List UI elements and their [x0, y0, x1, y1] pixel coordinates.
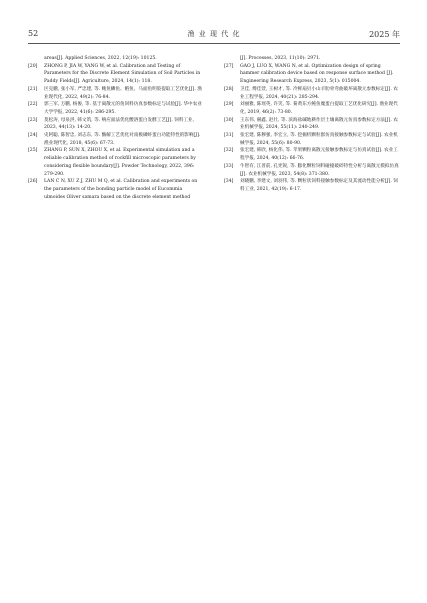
- reference-number: [24]: [28, 133, 38, 139]
- reference-item: [28, 147, 204, 178]
- reference-item: [224, 55, 400, 63]
- reference-text: [J]. Processes, 2023, 11(10): 2971.: [240, 56, 321, 61]
- journal-year: 2025 年: [369, 30, 400, 39]
- reference-number: [34]: [224, 179, 234, 185]
- reference-text: 张宏建, 韩欣, 杨化伟, 等. 苹果颗粒离散元接触参数标定与仿真试验[J]. 农业工程学报, 2024, 40(12): 66-76.: [240, 148, 398, 162]
- reference-item: [28, 178, 204, 201]
- reference-text: 张宏建, 陈穆强, 李宏立, 等. 挖掘机颗粒群仿真接触参数标定与试验[J]. 农业机械学报, 2024, 55(6): 80-90.: [240, 133, 398, 146]
- reference-item: [224, 101, 400, 116]
- reference-item: [224, 86, 400, 101]
- reference-item: [28, 101, 204, 116]
- reference-number: [26]: [28, 179, 38, 185]
- reference-text: areas[J]. Applied Sciences, 2022, 12(19): 10125.: [44, 56, 157, 61]
- reference-text: 区克鹏, 张小军, 严忠建, 等. 鲍鱼鳞鱼、鲢鱼、马面鱼明胶提取工艺优化[J]. 渔业现代化, 2022, 49(2): 76-84.: [44, 86, 202, 100]
- reference-text: 卫佳, 傅佳萱, 王树才, 等. 冷鲜扇贝小山羊肋骨弯曲破坏离散元参数标定[J]. 农业工程学报, 2024, 40(21): 285-294.: [240, 86, 398, 100]
- reference-number: [33]: [224, 163, 234, 169]
- reference-number: [27]: [224, 63, 234, 69]
- reference-item: [224, 178, 400, 193]
- reference-text: 牛智有, 江普前, 孔宪锐, 等. 膨化颗粒饲料碰撞破碎特性分析与离散元模拟仿真[J]. 农业机械学报, 2023, 54(8): 371-380.: [240, 163, 399, 177]
- reference-item: [224, 132, 400, 147]
- reference-text: LAN C N, XU Z J, ZHU M Q, et al. Calibration and experiments on the parameters of the bonding particle model of Eucommia ulmoides Oliver samara based on the discrete element method: [44, 179, 198, 200]
- reference-text: 王东伟, 赫鑫, 赵壮, 等. 滨海盐碱地耕作层土壤离散元仿真参数标定方法[J]. 农业机械学报, 2024, 55(11): 240-249.: [240, 117, 398, 131]
- reference-number: [20]: [28, 63, 38, 69]
- reference-column-right: [224, 55, 400, 194]
- reference-number: [30]: [224, 117, 234, 123]
- header-rule: [28, 43, 400, 44]
- reference-column-left: [28, 55, 204, 201]
- page-header: [28, 27, 400, 43]
- reference-item: [28, 86, 204, 101]
- page-number: 52: [28, 29, 39, 38]
- reference-text: ZHONG P, JIA W, YANG W, et al. Calibration and Testing of Parameters for the Discrete Element Simulation of Soil Particles in Paddy Fields[J]. Agriculture, 2024, 14(1): 118.: [44, 63, 201, 85]
- reference-number: [28]: [224, 86, 234, 92]
- reference-text: 刘晓鹏, 李建文, 刘羽伟, 等. 颗粒状饲料接触参数标定及其流动性能分析[J]. 饲料工业, 2021, 42(19): 6-17.: [240, 179, 398, 192]
- reference-number: [29]: [224, 102, 234, 108]
- reference-item: [224, 117, 400, 132]
- reference-number: [25]: [28, 148, 38, 154]
- reference-item: [28, 132, 204, 147]
- reference-number: [32]: [224, 148, 234, 154]
- reference-number: [21]: [28, 86, 38, 92]
- reference-number: [22]: [28, 102, 38, 108]
- reference-item: [28, 117, 204, 132]
- reference-text: ZHANG P, SUN X, ZHOU X, et al. Experimental simulation and a reliable calibration method of rockfill microscopic parameters by considering flexible boundary[J]. Powder Technology, 2022, 396: 279-290.: [44, 148, 196, 177]
- reference-text: GAO J, LUO X, WANG N, et al. Optimization design of spring hammer calibration device based on response surface method [J]. Engineering Research Express, 2023, 5(1): 015004.: [240, 63, 394, 85]
- reference-item: [28, 63, 204, 86]
- journal-title: 渔 业 现 代 化: [187, 30, 241, 38]
- reference-item: [28, 55, 204, 63]
- reference-text: 刘丽雅, 陈瑶英, 许笑, 等. 菊黄东方鲀鱼糜蛋白提取工艺优化研究[J]. 渔业现代化, 2019, 46(2): 73-80.: [240, 102, 398, 115]
- reference-number: [31]: [224, 133, 234, 139]
- reference-text: 史阿聪, 陈智忠, 刘志东, 等. 酶解工艺优化对南极磷虾蛋白功能特性的影响[J]. 渔业现代化, 2018, 45(6): 67-73.: [44, 133, 201, 146]
- reference-text: 郭三军, 万鹏, 杨俊, 等. 基于离散元的鱼饲料仿真参数标定与试验[J]. 华中农业大学学报, 2022, 41(6): 286-295.: [44, 102, 202, 115]
- reference-item: [224, 147, 400, 162]
- reference-item: [224, 63, 400, 86]
- reference-number: [23]: [28, 117, 38, 123]
- reference-text: 莫松涛, 母泉洪, 韩文筑, 等. 响应面法优化酸溶蛋白发酵工艺[J]. 饲料工业, 2023, 44(13): 14-20.: [44, 117, 195, 131]
- reference-item: [224, 163, 400, 178]
